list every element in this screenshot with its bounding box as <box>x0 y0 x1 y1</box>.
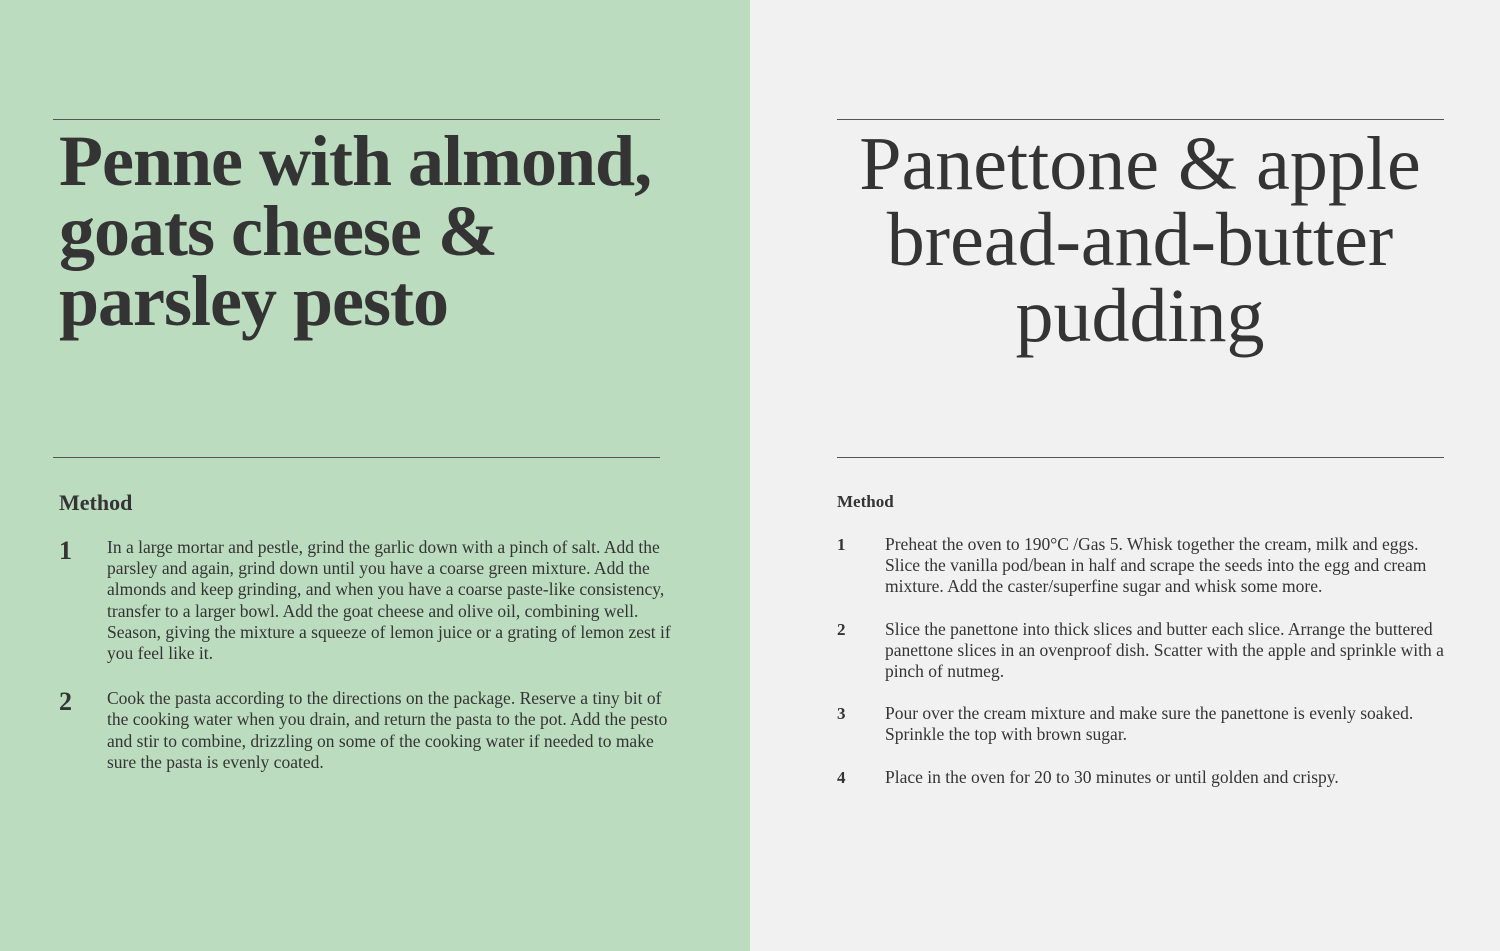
method-step <box>837 534 1457 598</box>
title-line: parsley pesto <box>59 261 448 341</box>
bottom-divider <box>837 457 1444 458</box>
step-number: 3 <box>837 704 846 724</box>
recipe-title <box>840 122 1440 358</box>
step-text: Cook the pasta according to the directions on the package. Reserve a tiny bit of the cooking water when you drain, and return the pasta to the pot. Add the pesto and stir to combine, drizzling on some of the cooking water if needed to make sure the pasta is evenly coated. <box>107 688 668 772</box>
method-step <box>59 537 679 664</box>
title-line: goats cheese & <box>59 191 497 271</box>
method-step <box>837 703 1457 745</box>
method-heading: Method <box>837 492 894 511</box>
step-text: Slice the panettone into thick slices and butter each slice. Arrange the buttered panettone slices in an ovenproof dish. Scatter with the apple and sprinkle with a pinch of nutmeg. <box>885 618 1444 682</box>
bottom-divider <box>53 457 660 458</box>
title-line: Panettone & apple <box>859 122 1421 206</box>
title-line: Penne with almond, <box>59 121 652 201</box>
method-steps <box>59 537 679 797</box>
title-line: bread-and-butter <box>886 198 1394 282</box>
method-steps <box>837 534 1457 809</box>
method-step <box>837 619 1457 683</box>
step-number: 1 <box>837 535 846 554</box>
step-text: In a large mortar and pestle, grind the garlic down with a pinch of salt. Add the parsley and again, grind down until you have a coarse green mixture. Add the almonds and keep grinding, and when you have a coarse paste-like consistency, transfer to a larger bowl. Add the goat cheese and olive oil, combining well. Season, giving the mixture a squeeze of lemon juice or a grating of lemon zest if you feel like it. <box>107 537 671 664</box>
step-text: Place in the oven for 20 to 30 minutes or until golden and crispy. <box>885 766 1339 787</box>
method-heading: Method <box>59 490 133 515</box>
method-step <box>59 688 679 773</box>
step-number: 4 <box>837 767 846 787</box>
step-number: 1 <box>59 536 72 565</box>
step-number: 2 <box>59 687 72 717</box>
top-divider <box>53 119 660 120</box>
title-line: pudding <box>1015 274 1265 358</box>
method-step <box>837 767 1457 788</box>
top-divider <box>837 119 1444 120</box>
step-number: 2 <box>837 619 846 639</box>
right-recipe-page <box>750 0 1500 951</box>
recipe-title <box>59 121 719 341</box>
step-text: Pour over the cream mixture and make sure the panettone is evenly soaked. Sprinkle the top with brown sugar. <box>885 703 1414 745</box>
step-text: Preheat the oven to 190°C /Gas 5. Whisk together the cream, milk and eggs. Slice the vanilla pod/bean in half and scrape the seeds into the egg and cream mixture. Add the caster/superfine sugar and whisk some more. <box>885 534 1427 597</box>
